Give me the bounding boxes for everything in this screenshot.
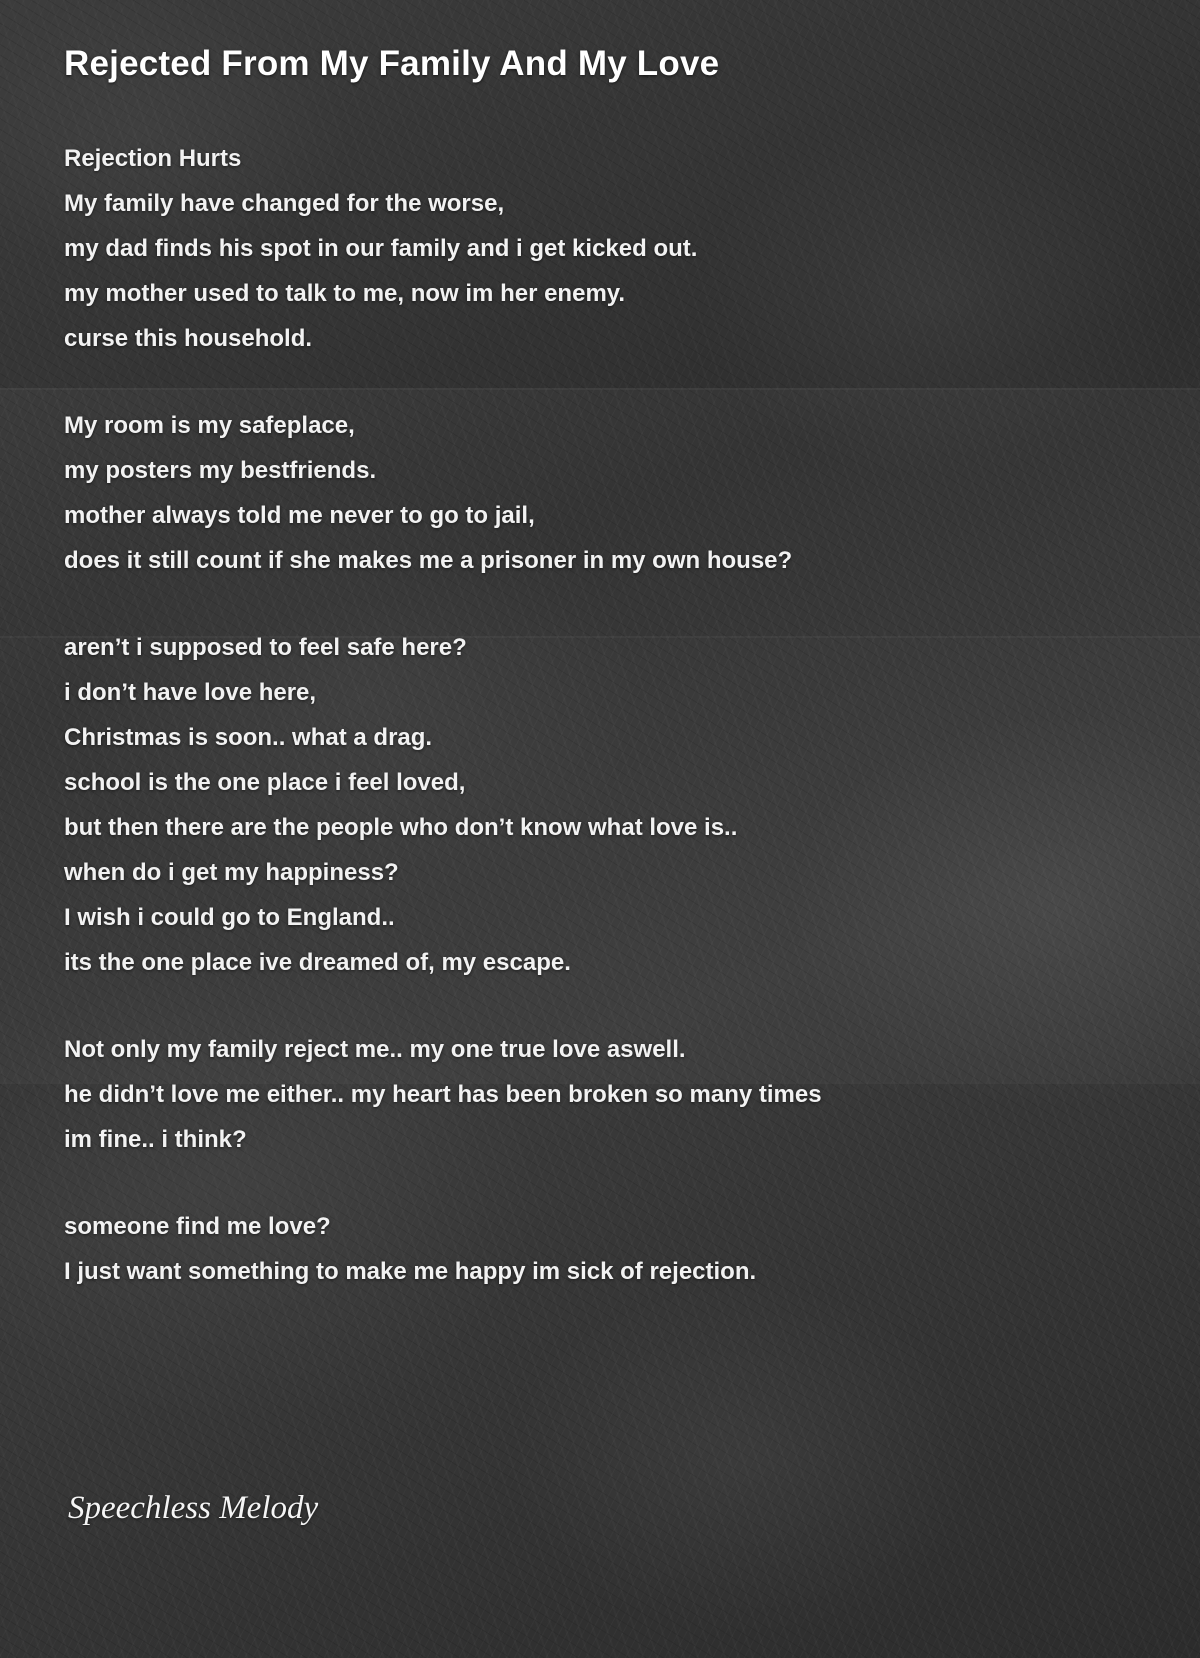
poem-line: my mother used to talk to me, now im her enemy. bbox=[64, 280, 626, 307]
poem-line: mother always told me never to go to jail, bbox=[64, 502, 535, 529]
poem-line: Christmas is soon.. what a drag. bbox=[64, 724, 433, 751]
poem-stanza bbox=[64, 403, 1136, 583]
author-signature: Speechless Melody bbox=[68, 1490, 319, 1526]
poem-line: My room is my safeplace, bbox=[64, 412, 355, 439]
poem-line: i don’t have love here, bbox=[64, 679, 317, 706]
poem-line: I just want something to make me happy im sick of rejection. bbox=[64, 1258, 757, 1285]
poem-line: curse this household. bbox=[64, 325, 313, 352]
poem-line: I wish i could go to England.. bbox=[64, 904, 395, 931]
poem-line: but then there are the people who don’t know what love is.. bbox=[64, 814, 738, 841]
poem-line: school is the one place i feel loved, bbox=[64, 769, 466, 796]
poem-line: he didn’t love me either.. my heart has been broken so many times bbox=[64, 1081, 822, 1108]
poem-line: when do i get my happiness? bbox=[64, 859, 399, 886]
poem-line: Rejection Hurts bbox=[64, 145, 242, 172]
poem-stanza bbox=[64, 625, 1136, 985]
poem-line: My family have changed for the worse, bbox=[64, 190, 505, 217]
poem-line: someone find me love? bbox=[64, 1213, 331, 1240]
poem-line: my posters my bestfriends. bbox=[64, 457, 377, 484]
poem-stanza bbox=[64, 1204, 1136, 1294]
page-title: Rejected From My Family And My Love bbox=[64, 44, 720, 83]
poem-line: im fine.. i think? bbox=[64, 1126, 247, 1153]
poem-line: its the one place ive dreamed of, my escape. bbox=[64, 949, 571, 976]
poem-line: does it still count if she makes me a prisoner in my own house? bbox=[64, 547, 793, 574]
poem-line: aren’t i supposed to feel safe here? bbox=[64, 634, 467, 661]
poem-stanza bbox=[64, 136, 1136, 361]
poem-line: my dad finds his spot in our family and i get kicked out. bbox=[64, 235, 698, 262]
poem-stanza bbox=[64, 1027, 1136, 1162]
poem-line: Not only my family reject me.. my one true love aswell. bbox=[64, 1036, 686, 1063]
